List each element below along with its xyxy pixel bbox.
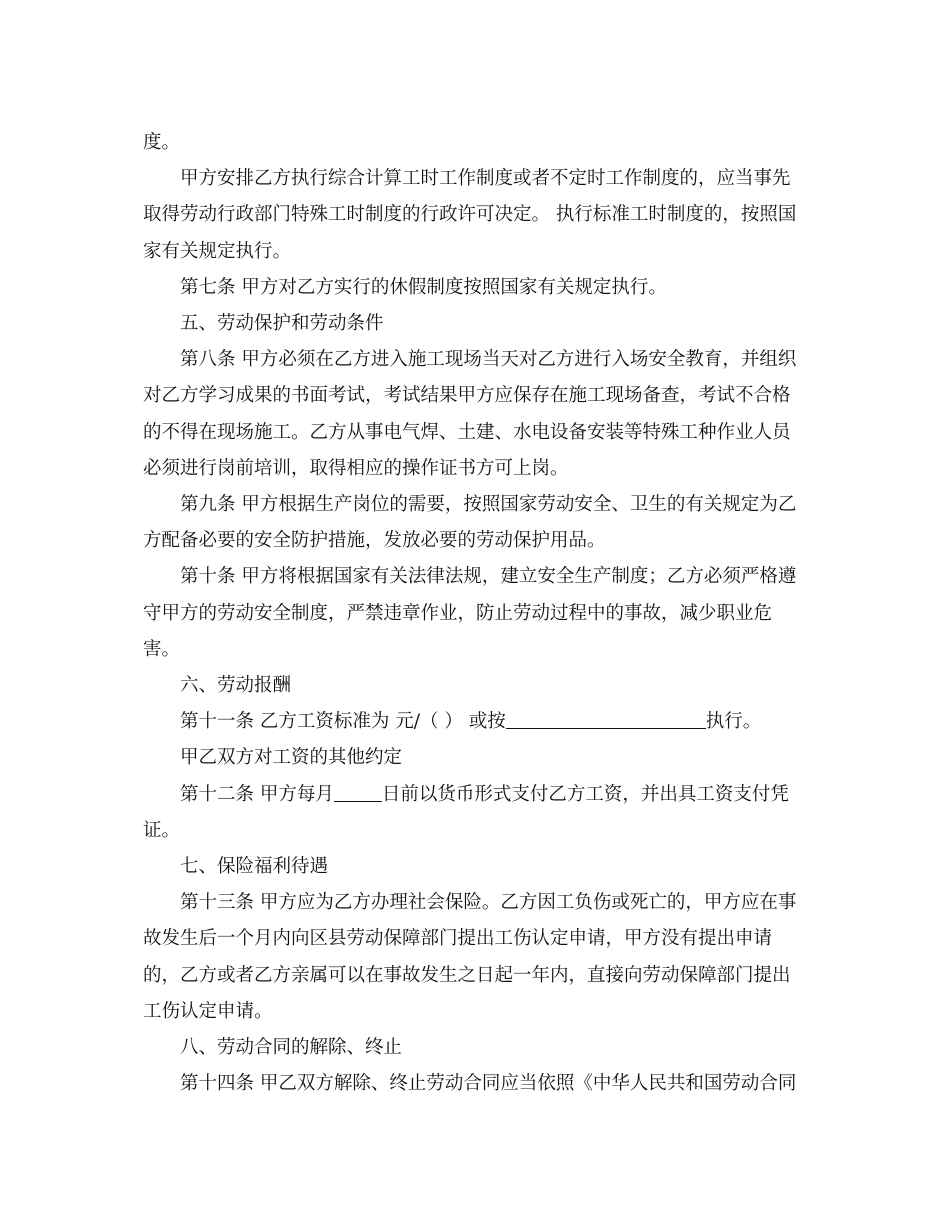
text-line: 七、保险福利待遇: [180, 856, 329, 878]
text-line: 的不得在现场施工。乙方从事电气焊、土建、水电设备安装等特殊工种作业人员: [143, 421, 791, 443]
wage-clause-prefix: 第十一条 乙方工资标准为 元/（ ） 或按: [180, 711, 506, 733]
wage-clause-line: [143, 704, 813, 740]
text-line: 害。: [143, 638, 181, 660]
other-wage-line: 甲乙双方对工资的其他约定: [180, 747, 403, 769]
text-line: 第十三条 甲方应为乙方办理社会保险。乙方因工负伤或死亡的，甲方应在事: [180, 892, 797, 914]
text-line: 度。: [143, 132, 181, 153]
pay-clause-suffix: 日前以货币形式支付乙方工资，并出具工资支付凭: [381, 783, 789, 805]
wage-standard-blank[interactable]: [506, 710, 706, 730]
text-line: 证。: [143, 819, 181, 841]
pay-day-blank[interactable]: [334, 782, 382, 802]
text-line: 八、劳动合同的解除、终止: [180, 1037, 403, 1059]
pay-clause-prefix: 第十二条 甲方每月: [180, 783, 334, 805]
text-line: 第七条 甲方对乙方实行的休假制度按照国家有关规定执行。: [180, 276, 667, 298]
text-line: 六、劳动报酬: [180, 675, 292, 697]
text-line: 工伤认定申请。: [143, 1000, 273, 1022]
text-line: 第八条 甲方必须在乙方进入施工现场当天对乙方进行入场安全教育，并组织: [180, 349, 797, 371]
document-body: [143, 125, 813, 1102]
pay-clause-line: [143, 777, 813, 813]
text-line: 必须进行岗前培训，取得相应的操作证书方可上岗。: [143, 457, 569, 479]
text-line: 第十四条 甲乙双方解除、终止劳动合同应当依照《中华人民共和国劳动合同: [180, 1073, 797, 1095]
text-line: 甲方安排乙方执行综合计算工时工作制度或者不定时工作制度的，应当事先: [180, 168, 791, 190]
text-line: 方配备必要的安全防护措施，发放必要的劳动保护用品。: [143, 530, 606, 552]
text-line: 的，乙方或者乙方亲属可以在事故发生之日起一年内，直接向劳动保障部门提出: [143, 964, 791, 986]
text-line: 家有关规定执行。: [143, 240, 292, 262]
text-line: 故发生后一个月内向区县劳动保障部门提出工伤认定申请，甲方没有提出申请: [143, 928, 773, 950]
text-line: 对乙方学习成果的书面考试，考试结果甲方应保存在施工现场备查，考试不合格: [143, 385, 791, 407]
text-line: 第九条 甲方根据生产岗位的需要，按照国家劳动安全、卫生的有关规定为乙: [180, 494, 797, 516]
text-line: 第十条 甲方将根据国家有关法律法规，建立安全生产制度；乙方必须严格遵: [180, 566, 797, 588]
wage-clause-suffix: 执行。: [705, 711, 762, 733]
text-line: 守甲方的劳动安全制度，严禁违章作业，防止劳动过程中的事故，减少职业危: [143, 602, 773, 624]
text-line: 五、劳动保护和劳动条件: [180, 313, 384, 335]
text-line: 取得劳动行政部门特殊工时制度的行政许可决定。 执行标准工时制度的，按照国: [143, 204, 797, 226]
